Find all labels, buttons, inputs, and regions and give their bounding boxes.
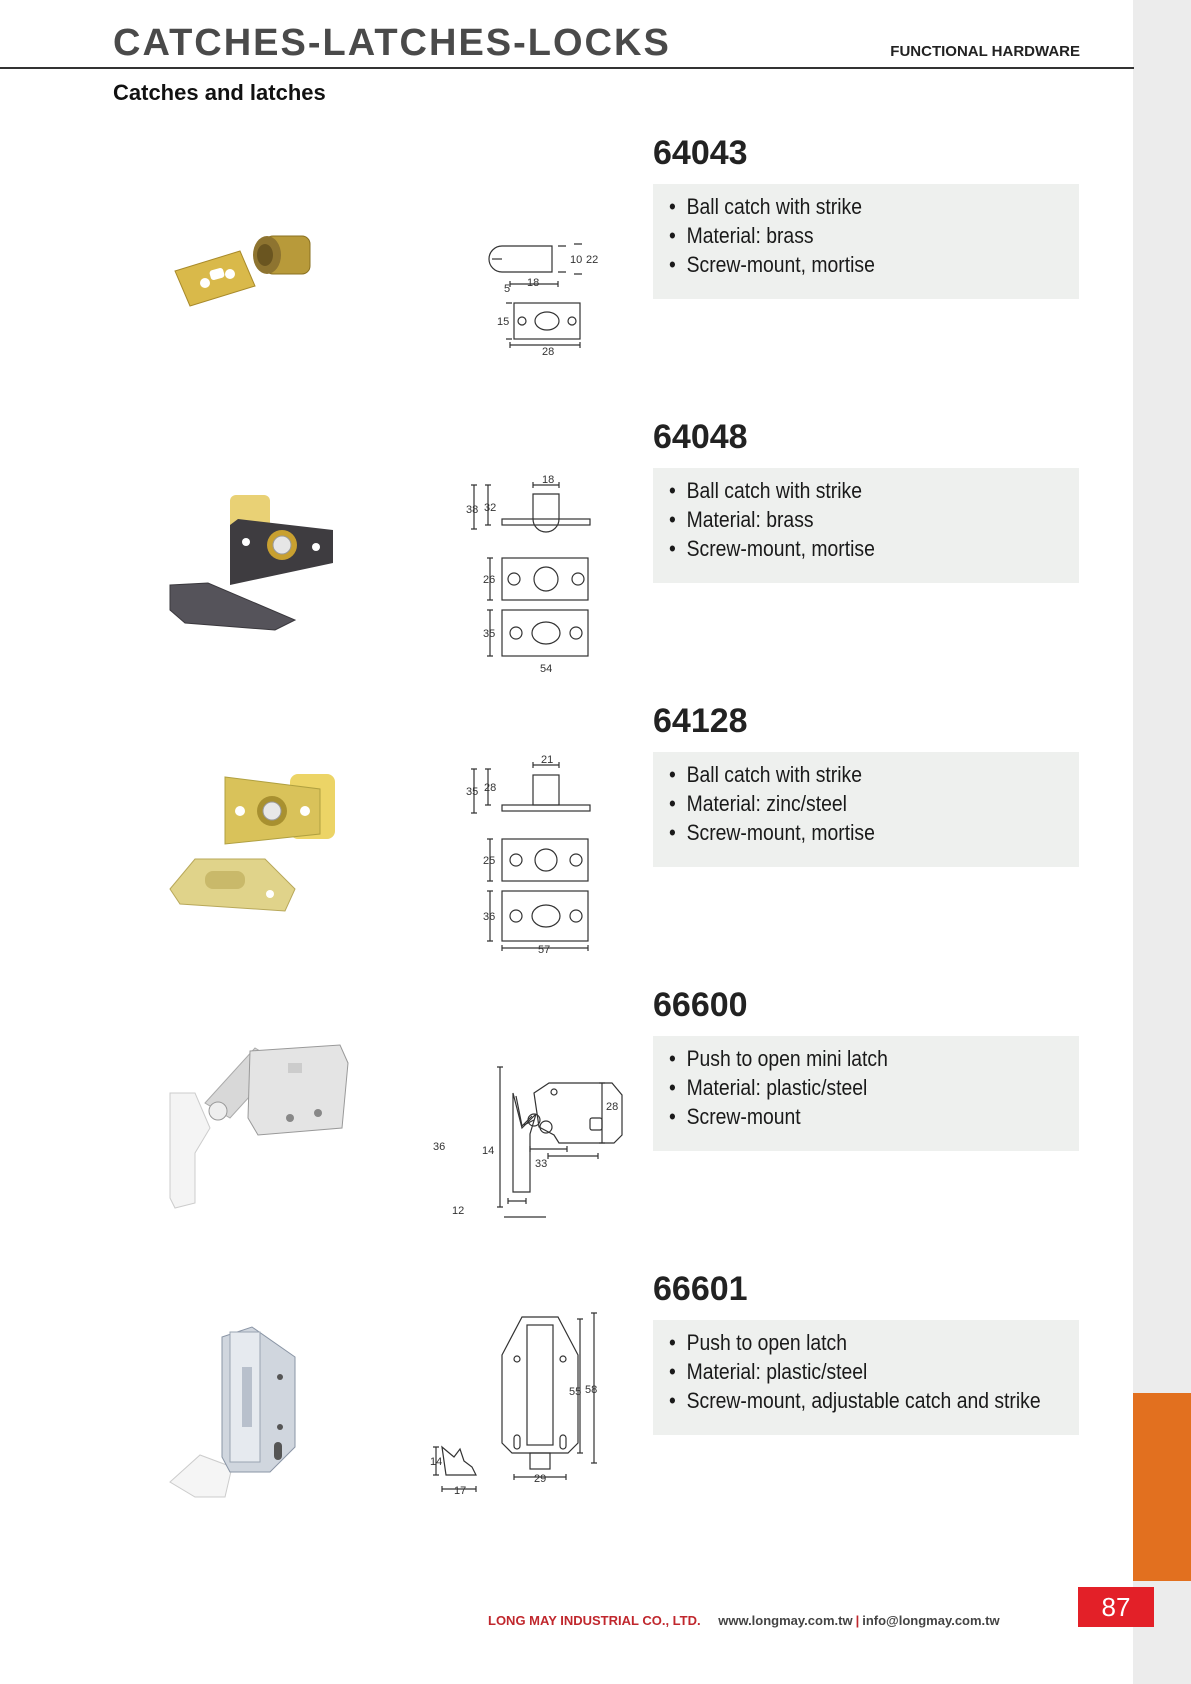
spec-item: • Material: brass: [669, 505, 1030, 534]
side-section-tab: [1133, 1393, 1191, 1581]
dimension-label: 22: [586, 254, 599, 266]
spec-box: [653, 468, 1079, 583]
dimension-label: 33: [535, 1158, 548, 1170]
dimension-label: 14: [482, 1145, 495, 1157]
spec-item: • Push to open mini latch: [669, 1044, 1030, 1073]
product-66601: [0, 1267, 1134, 1527]
header-rule: [0, 67, 1134, 69]
product-photo-64043: [170, 171, 370, 371]
page-subtitle: Catches and latches: [113, 80, 326, 105]
dimension-label: 38: [466, 504, 479, 516]
technical-drawing-64128: [430, 739, 620, 956]
product-photo-64128: [170, 739, 370, 939]
dimension-label: 15: [497, 316, 510, 328]
technical-drawing-66600: [430, 1023, 620, 1223]
dimension-label: 18: [527, 277, 540, 289]
spec-item: • Screw-mount: [669, 1102, 1030, 1131]
spec-item: • Screw-mount, mortise: [669, 250, 1030, 279]
section-label: FUNCTIONAL HARDWARE: [890, 43, 1080, 60]
footer: [488, 1612, 1000, 1630]
dimension-label: 14: [430, 1456, 443, 1468]
dimension-label: 28: [606, 1101, 619, 1113]
dimension-label: 57: [538, 944, 551, 956]
product-photo-66601: [170, 1307, 370, 1507]
dimension-label: 58: [585, 1384, 598, 1396]
product-66600: [0, 983, 1134, 1243]
spec-item: • Material: brass: [669, 221, 1030, 250]
dimension-label: 55: [569, 1386, 582, 1398]
spec-item: • Material: plastic/steel: [669, 1357, 1030, 1386]
dimension-label: 18: [542, 474, 555, 486]
dimension-label: 25: [483, 855, 496, 867]
spec-item: • Ball catch with strike: [669, 192, 1030, 221]
technical-drawing-64043: [430, 171, 620, 371]
spec-box: [653, 1320, 1079, 1435]
spec-box: [653, 1036, 1079, 1151]
dimension-label: 17: [454, 1485, 467, 1497]
spec-item: • Ball catch with strike: [669, 476, 1030, 505]
dimension-label: 32: [484, 502, 497, 514]
technical-drawing-64048: [430, 455, 620, 675]
product-sku: 64043: [653, 134, 748, 172]
dimension-label: 35: [483, 628, 496, 640]
dimension-label: 29: [534, 1473, 547, 1485]
dimension-label: 54: [540, 663, 553, 675]
page-number: 87: [1078, 1587, 1154, 1627]
dimension-label: 10: [570, 254, 583, 266]
dimension-label: 28: [484, 782, 497, 794]
dimension-label: 12: [452, 1205, 465, 1217]
dimension-label: 28: [542, 346, 555, 358]
product-sku: 66601: [653, 1270, 748, 1308]
spec-item: • Ball catch with strike: [669, 760, 1030, 789]
spec-item: • Push to open latch: [669, 1328, 1030, 1357]
page-title: CATCHES-LATCHES-LOCKS: [113, 22, 671, 64]
product-sku: 64048: [653, 418, 748, 456]
spec-item: • Screw-mount, adjustable catch and strike: [669, 1386, 1030, 1415]
product-photo-66600: [170, 1023, 370, 1223]
spec-item: • Screw-mount, mortise: [669, 818, 1030, 847]
dimension-label: 36: [433, 1141, 446, 1153]
product-64128: [0, 699, 1134, 959]
technical-drawing-66601: [430, 1307, 620, 1507]
dimension-label: 21: [541, 754, 554, 766]
spec-item: • Material: plastic/steel: [669, 1073, 1030, 1102]
dimension-label: 36: [483, 911, 496, 923]
product-64048: [0, 415, 1134, 675]
product-sku: 64128: [653, 702, 748, 740]
footer-separator: |: [855, 1613, 860, 1628]
spec-item: • Screw-mount, mortise: [669, 534, 1030, 563]
dimension-label: 35: [466, 786, 479, 798]
dimension-label: 26: [483, 574, 496, 586]
website-link[interactable]: www.longmay.com.tw: [718, 1613, 853, 1628]
company-name: LONG MAY INDUSTRIAL CO., LTD.: [488, 1613, 701, 1628]
product-sku: 66600: [653, 986, 748, 1024]
spec-box: [653, 184, 1079, 299]
product-64043: [0, 131, 1134, 391]
dimension-label: 5: [504, 283, 511, 295]
product-photo-64048: [170, 455, 370, 655]
spec-box: [653, 752, 1079, 867]
email-link[interactable]: info@longmay.com.tw: [862, 1613, 1000, 1628]
spec-item: • Material: zinc/steel: [669, 789, 1030, 818]
